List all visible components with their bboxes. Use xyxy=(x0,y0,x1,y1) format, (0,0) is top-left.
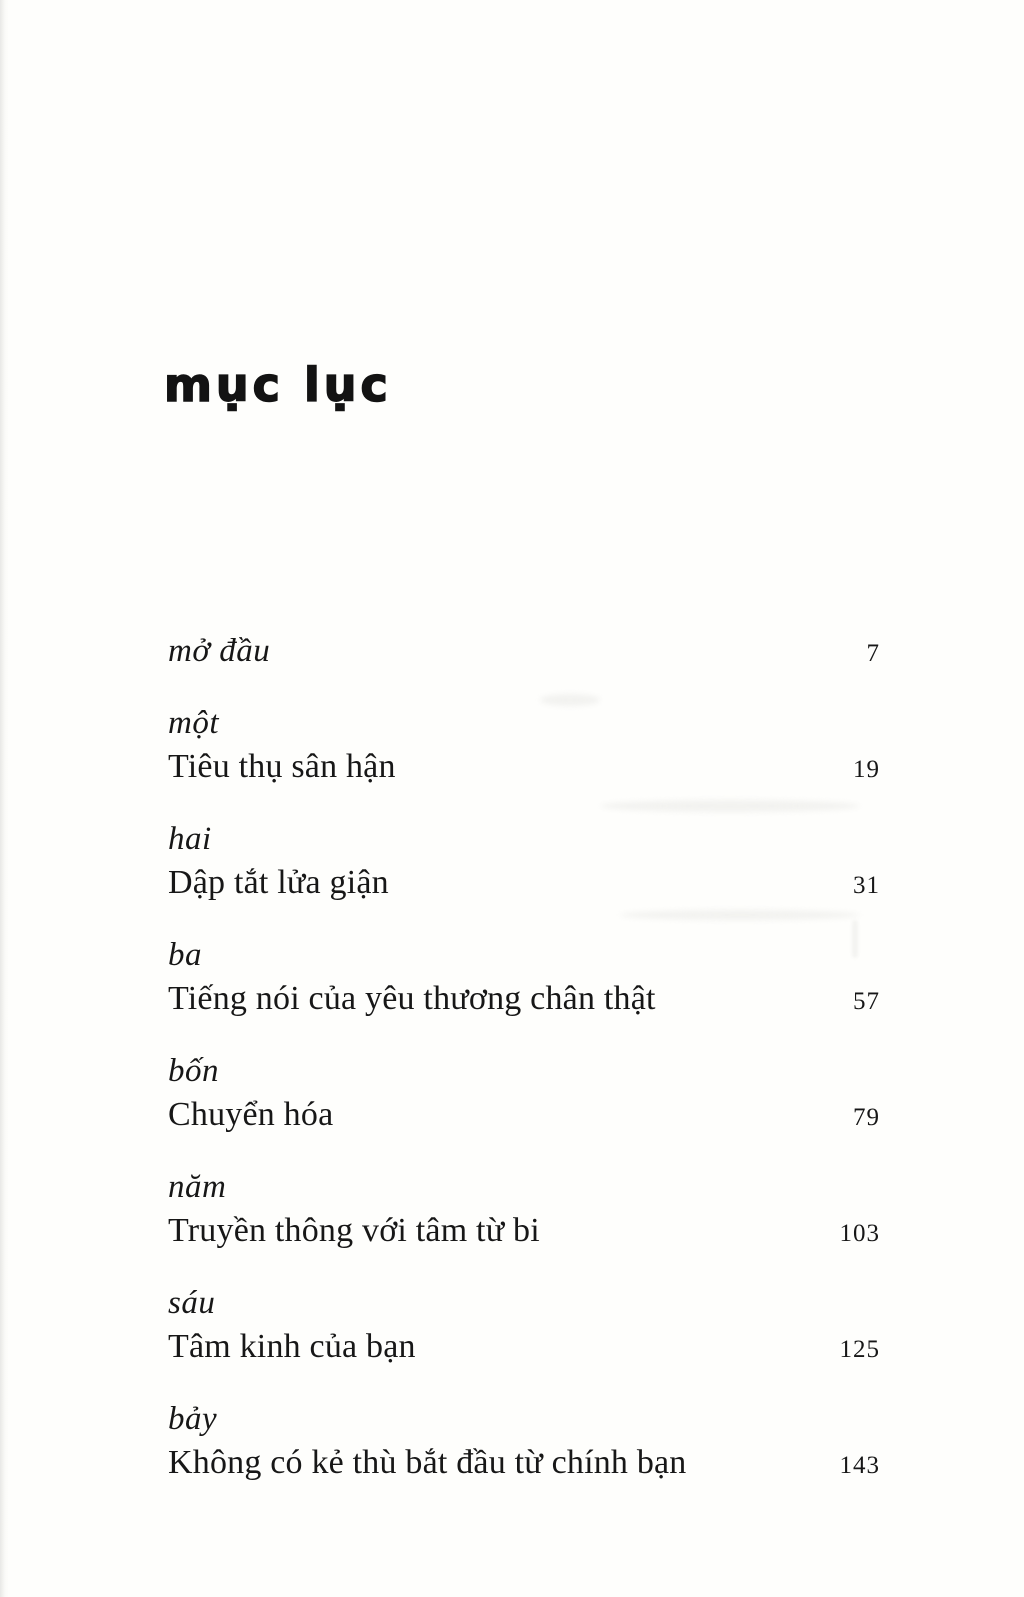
toc-chapter-line xyxy=(168,818,880,861)
toc-chapter-line xyxy=(168,1282,880,1325)
chapter-number-word: bốn xyxy=(168,1053,219,1089)
toc-chapter-line xyxy=(168,702,880,745)
toc-chapter-line xyxy=(168,1050,880,1093)
toc-entry xyxy=(168,702,880,791)
toc-title-line xyxy=(168,1441,880,1487)
chapter-title: Dập tắt lửa giận xyxy=(168,864,389,901)
toc-entry xyxy=(168,934,880,1023)
toc-title-line xyxy=(168,1209,880,1255)
toc-chapter-line xyxy=(168,1166,880,1209)
toc-entry xyxy=(168,630,880,675)
toc-entry xyxy=(168,1282,880,1371)
page-number: 7 xyxy=(866,640,880,667)
toc-title-line xyxy=(168,1325,880,1371)
page-number: 125 xyxy=(839,1336,880,1363)
page-number: 103 xyxy=(839,1220,880,1247)
chapter-number-word: hai xyxy=(168,821,212,857)
chapter-number-word: một xyxy=(168,705,219,741)
toc-entry xyxy=(168,818,880,907)
chapter-title: Chuyển hóa xyxy=(168,1096,334,1133)
chapter-number-word: ba xyxy=(168,937,202,973)
scan-edge-shadow xyxy=(0,0,9,1597)
page-number: 31 xyxy=(853,872,880,899)
chapter-title: Truyền thông với tâm từ bi xyxy=(168,1212,540,1249)
page-number: 57 xyxy=(853,988,880,1015)
chapter-number-word: mở đầu xyxy=(168,633,271,669)
toc-title-line xyxy=(168,1093,880,1139)
toc-entry xyxy=(168,1398,880,1487)
chapter-number-word: năm xyxy=(168,1169,227,1205)
toc-entries xyxy=(168,630,880,1514)
chapter-number-word: sáu xyxy=(168,1285,216,1321)
toc-chapter-line xyxy=(168,630,880,675)
toc-title-line xyxy=(168,977,880,1023)
page-number: 19 xyxy=(853,756,880,783)
chapter-title: Không có kẻ thù bắt đầu từ chính bạn xyxy=(168,1444,687,1481)
chapter-title: Tiếng nói của yêu thương chân thật xyxy=(168,980,656,1017)
toc-title-line xyxy=(168,861,880,907)
toc-entry xyxy=(168,1166,880,1255)
toc-entry xyxy=(168,1050,880,1139)
chapter-title: Tâm kinh của bạn xyxy=(168,1328,416,1365)
toc-title-line xyxy=(168,745,880,791)
toc-chapter-line xyxy=(168,934,880,977)
toc-chapter-line xyxy=(168,1398,880,1441)
page-number: 79 xyxy=(853,1104,880,1131)
page-number: 143 xyxy=(839,1452,880,1479)
page-title: mục lục xyxy=(164,358,392,412)
chapter-number-word: bảy xyxy=(168,1401,218,1437)
chapter-title: Tiêu thụ sân hận xyxy=(168,748,396,785)
